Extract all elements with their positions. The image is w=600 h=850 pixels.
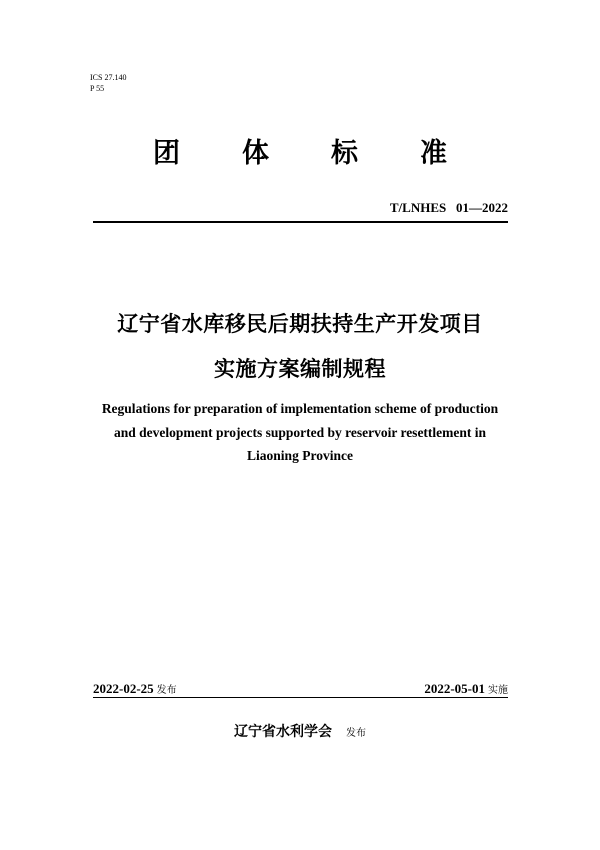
implementation-date-value: 2022-05-01 — [424, 681, 485, 696]
standard-type-char: 体 — [242, 138, 269, 169]
chinese-title-line-1: 辽宁省水库移民后期扶持生产开发项目 — [117, 312, 483, 336]
issuer-organization: 辽宁省水利学会 — [234, 724, 332, 740]
english-title-line-2: and development projects supported by reservoir resettlement in — [113, 425, 487, 440]
ccs-code: P 55 — [90, 84, 105, 93]
standard-type-char: 准 — [420, 138, 447, 169]
issue-date-value: 2022-02-25 — [93, 681, 154, 696]
chinese-title-line-2: 实施方案编制规程 — [214, 357, 386, 381]
bottom-divider — [93, 697, 508, 698]
standard-type-char: 团 — [153, 138, 180, 169]
english-title-line-1: Regulations for preparation of implementation scheme of production — [101, 401, 499, 416]
english-title-line-3: Liaoning Province — [247, 448, 353, 463]
issuer — [0, 723, 600, 743]
standard-type-char: 标 — [331, 138, 358, 169]
issue-date-label: 发布 — [156, 685, 177, 696]
issuer-label: 发布 — [346, 728, 366, 739]
standard-type-heading — [0, 138, 600, 170]
top-divider — [93, 221, 508, 223]
ics-code: ICS 27.140 — [90, 73, 127, 82]
implementation-date-label: 实施 — [488, 685, 508, 696]
standard-number: T/LNHES 01—2022 — [389, 200, 508, 215]
